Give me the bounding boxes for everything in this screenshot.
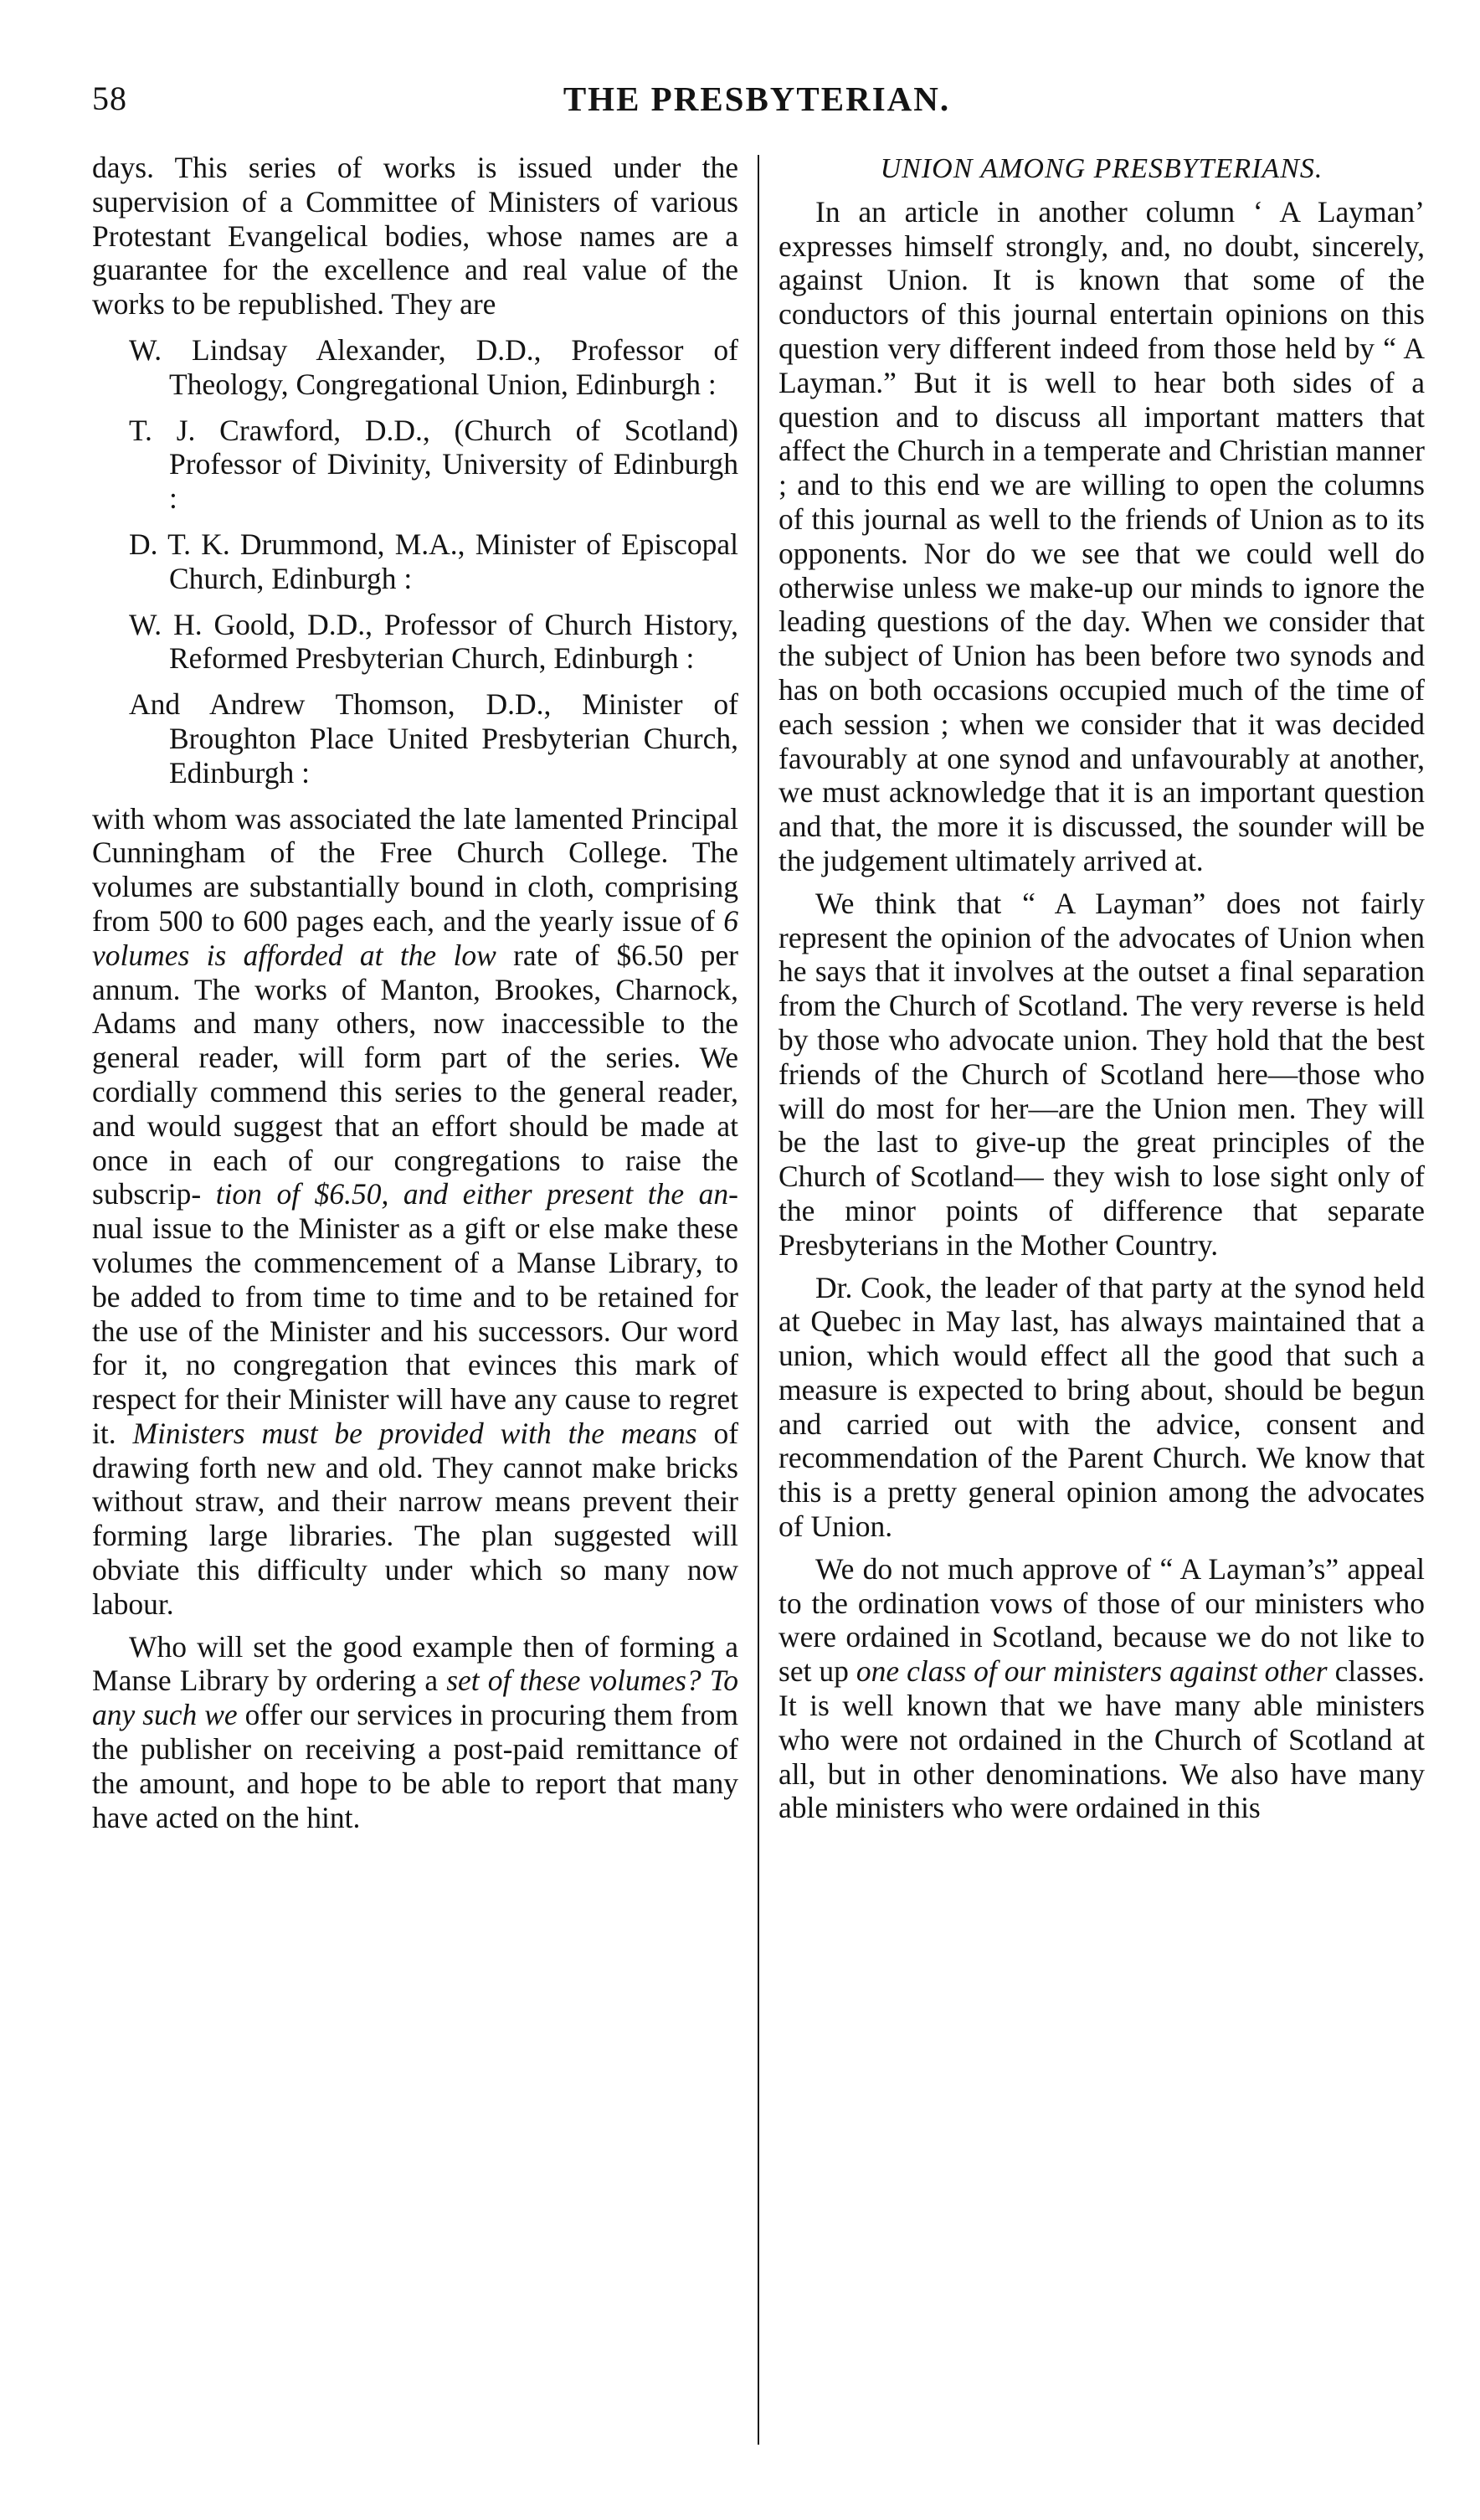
committee-member: W. Lindsay Alexander, D.D., Professor of Theology, Congregational Union, Edinburgh : <box>129 332 738 401</box>
page-number: 58 <box>92 80 127 117</box>
committee-list <box>92 333 738 790</box>
italic-run: tion of $6.50, and either present the an- <box>215 1177 739 1211</box>
text-run: nual issue to the Minister as a gift or else make these volumes the commencement of a Manse Library, to be added to from time to time and to be retained for the use of the Minister and his successors. Our word for it, no congregation that evinces this mark of respect for their Minister will have any cause to regret it. <box>92 1211 738 1450</box>
text-run: We do not much approve of “ A Layman’s” appeal to the ordination vows of those of our ministers who were ordained in Scotland, because we do not like to set up <box>779 1551 1425 1689</box>
column-divider <box>758 155 759 2445</box>
italic-run: set of these volumes? To any such we <box>92 1664 738 1732</box>
page-header <box>92 74 1421 124</box>
series-intro-paragraph: days. This series of works is issued under the supervision of a Committee of Ministers of various Protestant Evangelical bodies, whose names are a guarantee for the excellence and real value of the works to be republished. They are <box>92 151 738 321</box>
text-run: offer our services in procuring them from the publisher on receiving a post-paid remittance of the amount, and hope to be able to report that many have acted on the hint. <box>92 1698 739 1834</box>
committee-member: W. H. Goold, D.D., Professor of Church History, Reformed Presbyterian Church, Edinburgh : <box>129 607 738 676</box>
union-paragraph-2: We think that “ A Layman” does not fairly represent the opinion of the advocates of Union when he says that it involves at the outset a final separation from the Church of Scotland. The very reverse is held by those who advocate union. They hold that the best friends of the Church of Scotland here—those who will do most for her—are the Union men. They will be the last to give-up the great principles of the Church of Scotland— they wish to lose sight only of the minor points of difference that separate Presbyterians in the Mother Country. <box>779 886 1425 1262</box>
text-run: rate of $6.50 per annum. The works of Manton, Brookes, Charnock, Adams and many others, now inaccessible to the general reader, will form part of the series. We cordially commend this series to the general reader, and would suggest that an effort should be made at once in each of our congregations to raise the subscrip- <box>92 938 738 1211</box>
union-paragraph-1: In an article in another column ‘ A Layman’ expresses himself strongly, and, no doubt, sincerely, against Union. It is known that some of the conductors of this journal entertain opinions on this question very different indeed from those held by “ A Layman.” But it is well to hear both sides of a question and to discuss all important matters that affect the Church in a temperate and Christian manner ; and to this end we are willing to open the columns of this journal as well to the friends of Union as to its opponents. Nor do we see that we could well do otherwise unless we make-up our minds to ignore the leading questions of the day. When we consider that the subject of Union has been before two synods and has on both occasions occupied much of the time of each session ; when we consider that it was decided favourably at one synod and unfavourably at another, we must acknowledge that it is an important question and that, the more it is discussed, the sounder will be the judgement ultimately arrived at. <box>779 194 1425 877</box>
union-paragraph-3: Dr. Cook, the leader of that party at the synod held at Quebec in May last, has always maintained that a union, which would effect all the good that such a measure is expected to bring about, should be begun and carried out with the advice, consent and recommendation of the Parent Church. We know that this is a pretty general opinion among the advocates of Union. <box>779 1270 1425 1544</box>
journal-title: THE PRESBYTERIAN. <box>563 80 951 118</box>
committee-member: T. J. Crawford, D.D., (Church of Scotland) Professor of Divinity, University of Edinburgh : <box>129 413 738 516</box>
text-run: classes. It is well known that we have many able ministers who were not ordained in the Church of Scotland at all, but in other denominations. We also have many able ministers who were ordained in this <box>779 1654 1426 1825</box>
left-column <box>92 151 738 1834</box>
text-run: of drawing forth new and old. They cannot make bricks without straw, and their narrow means prevent their forming large libraries. The plan suggested will obviate this difficulty under which so many now labour. <box>92 1416 739 1621</box>
text-run: Who will set the good example then of forming a Manse Library by ordering a <box>92 1629 738 1698</box>
text-run: with whom was associated the late lamented Principal Cunningham of the Free Church College. The volumes are substantially bound in cloth, comprising from 500 to 600 pages each, and the yearly issue of <box>92 801 738 938</box>
committee-member: And Andrew Thomson, D.D., Minister of Broughton Place United Presbyterian Church, Edinburgh : <box>129 687 738 789</box>
italic-run: one class of our ministers against other <box>856 1654 1328 1689</box>
italic-run: 6 volumes is afforded at the low <box>92 903 738 972</box>
right-column <box>779 151 1425 1825</box>
italic-run: Ministers must be provided with the means <box>132 1416 697 1450</box>
series-description-paragraph <box>92 802 738 1622</box>
union-paragraph-4 <box>779 1552 1425 1825</box>
committee-member: D. T. K. Drummond, M.A., Minister of Episcopal Church, Edinburgh : <box>129 527 738 595</box>
manse-library-paragraph <box>92 1630 738 1835</box>
section-title: UNION AMONG PRESBYTERIANS. <box>880 153 1323 184</box>
